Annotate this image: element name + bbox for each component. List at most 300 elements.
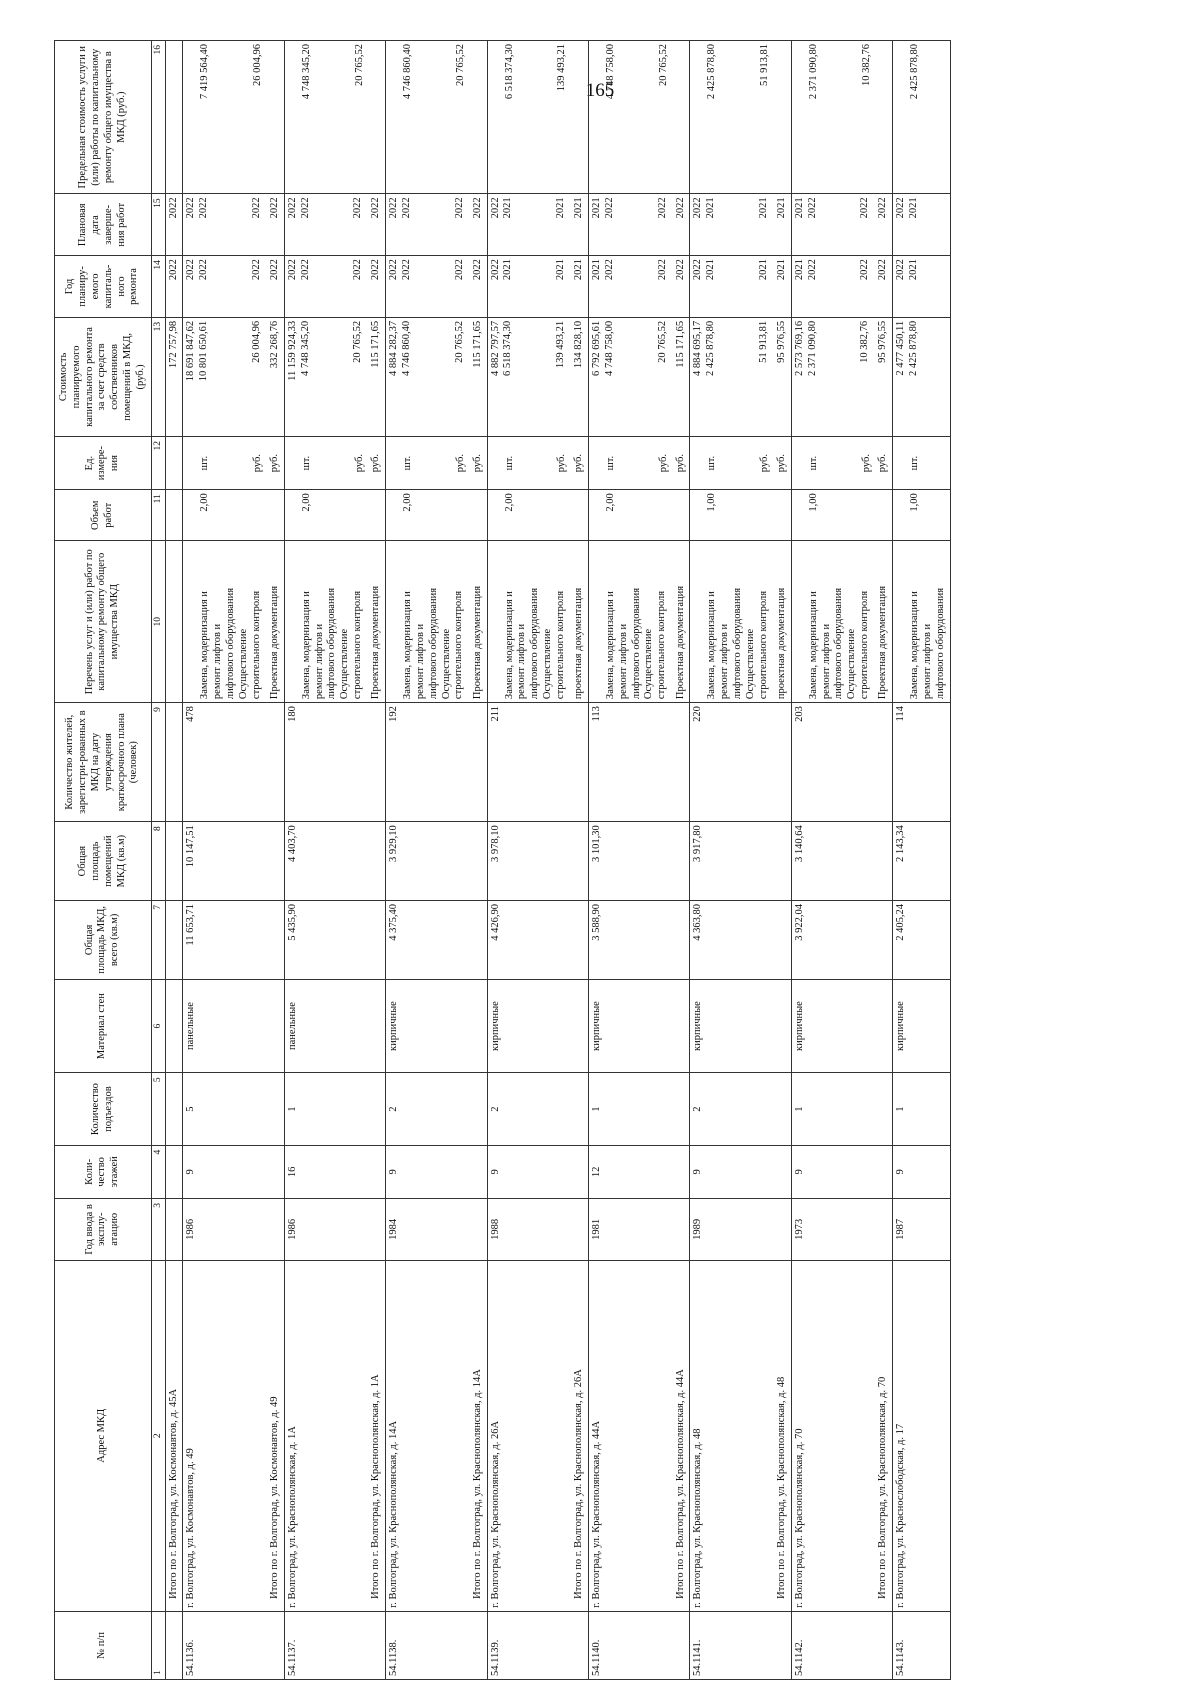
- table-cell: [368, 703, 385, 822]
- date-value: 2021: [555, 197, 567, 219]
- text-line: ремонт лифтов и: [313, 623, 325, 700]
- floors: 9: [791, 1145, 875, 1198]
- date-value: 2022: [489, 197, 501, 219]
- table-body: [165, 41, 950, 1680]
- table-cell: [165, 979, 183, 1073]
- residents: 114: [893, 703, 950, 822]
- table-cell: [875, 979, 892, 1073]
- cost: 95 976,55: [875, 317, 892, 436]
- table-cell: [470, 979, 487, 1073]
- table-cell: [368, 979, 385, 1073]
- work-name: проектная документация: [774, 541, 791, 703]
- table-cell: [267, 1611, 284, 1679]
- table-cell: [165, 41, 183, 194]
- cost-value: 11 159 924,33: [286, 320, 298, 381]
- table-cell: [368, 822, 385, 901]
- floors: 9: [690, 1145, 774, 1198]
- text-line: Осуществление: [440, 628, 452, 700]
- cost: 172 757,98: [165, 317, 183, 436]
- column-number: 3: [151, 1198, 165, 1260]
- plan-year: [893, 256, 950, 318]
- cost-value: 2 477 450,11: [895, 320, 907, 376]
- header-cell: Предельная стоимость услуги и (или) работы по капитальному ремонту общего имущества в МКД (руб.): [55, 41, 152, 194]
- cost-value: 20 765,52: [352, 320, 364, 363]
- residents: 478: [183, 703, 267, 822]
- column-number: 8: [151, 822, 165, 901]
- column-number: 2: [151, 1260, 165, 1611]
- text-line: строительного контроля: [656, 590, 668, 700]
- area-rooms: 2 143,34: [893, 822, 950, 901]
- work-name: [165, 541, 183, 703]
- table-cell: [267, 703, 284, 822]
- date-value: 2021: [705, 197, 717, 219]
- unit-value: шт.: [503, 455, 515, 471]
- wall-material: кирпичные: [588, 979, 672, 1073]
- unit: [690, 437, 774, 490]
- commission-year: 1984: [386, 1198, 470, 1260]
- limit-value: 2 425 878,80: [706, 44, 718, 100]
- work-name: Проектная документация: [673, 541, 690, 703]
- plan-date: [893, 194, 950, 256]
- year-value: 2022: [806, 259, 818, 281]
- total-label: Итого по г. Волгоград, ул. Краснополянская, д. 14А: [470, 1260, 487, 1611]
- work-list: [183, 541, 267, 703]
- unit: [791, 437, 875, 490]
- area-total: 3 588,90: [588, 901, 672, 980]
- unit-value: шт.: [199, 455, 211, 471]
- date-value: 2022: [286, 197, 298, 219]
- table-cell: [875, 490, 892, 541]
- header-cell: Коли-чество этажей: [55, 1145, 152, 1198]
- plan-year: [791, 256, 875, 318]
- unit: руб.: [774, 437, 791, 490]
- limit-value: 20 765,52: [454, 44, 466, 86]
- residents: 180: [284, 703, 368, 822]
- building-row: [183, 41, 267, 1680]
- year-value: 2022: [859, 259, 871, 281]
- header-cell: Количество подъездов: [55, 1073, 152, 1145]
- floors: 9: [893, 1145, 950, 1198]
- plan-year: [284, 256, 368, 318]
- table-cell: [267, 1073, 284, 1145]
- table-cell: [571, 822, 588, 901]
- volume-value: 2,00: [604, 493, 616, 512]
- work-list: [791, 541, 875, 703]
- table-cell: [470, 490, 487, 541]
- unit-value: шт.: [402, 455, 414, 471]
- date-value: 2022: [185, 197, 197, 219]
- date-value: 2021: [502, 197, 514, 219]
- row-number: 54.1142.: [791, 1611, 875, 1679]
- date-value: 2022: [806, 197, 818, 219]
- volume: [284, 490, 368, 541]
- table-cell: [470, 822, 487, 901]
- unit: руб.: [368, 437, 385, 490]
- text-line: Замена, модернизация и: [807, 591, 819, 700]
- table-cell: [571, 490, 588, 541]
- cost-value: 4 748 345,20: [299, 320, 311, 376]
- text-line: Осуществление: [339, 628, 351, 700]
- total-row: [470, 41, 487, 1680]
- total-label: Итого по г. Волгоград, ул. Краснополянская, д. 44А: [673, 1260, 690, 1611]
- table-cell: [368, 1145, 385, 1198]
- area-rooms: 3 978,10: [487, 822, 571, 901]
- limit-value: 51 913,81: [759, 44, 771, 86]
- table-cell: [267, 41, 284, 194]
- cost: [893, 317, 950, 436]
- entrances: 1: [791, 1073, 875, 1145]
- text-line: ремонт лифтов и: [516, 623, 528, 700]
- text-line: строительного контроля: [858, 590, 870, 700]
- table-cell: [267, 1198, 284, 1260]
- unit: [183, 437, 267, 490]
- commission-year: 1986: [183, 1198, 267, 1260]
- table-cell: [571, 1145, 588, 1198]
- cost-value: 20 765,52: [453, 320, 465, 363]
- date-value: 2022: [250, 197, 262, 219]
- entrances: 2: [690, 1073, 774, 1145]
- text-line: лифтового оборудования: [224, 587, 236, 700]
- area-total: 4 375,40: [386, 901, 470, 980]
- plan-date: [690, 194, 774, 256]
- text-line: лифтового оборудования: [427, 587, 439, 700]
- limit-value: 6 518 374,30: [503, 44, 515, 100]
- text-line: Осуществление: [541, 628, 553, 700]
- commission-year: 1973: [791, 1198, 875, 1260]
- floors: 12: [588, 1145, 672, 1198]
- area-rooms: 3 140,64: [791, 822, 875, 901]
- building-row: [690, 41, 774, 1680]
- column-number: 1: [151, 1611, 165, 1679]
- table-cell: [267, 822, 284, 901]
- unit: [165, 437, 183, 490]
- plan-date: [386, 194, 470, 256]
- date-value: 2022: [656, 197, 668, 219]
- table-cell: [470, 1611, 487, 1679]
- column-number: 10: [151, 541, 165, 703]
- address: г. Волгоград, ул. Краснополянская, д. 26А: [487, 1260, 571, 1611]
- total-label: Итого по г. Волгоград, ул. Космонавтов, д. 49: [267, 1260, 284, 1611]
- cost-value: 4 884 282,37: [388, 320, 400, 376]
- volume: [690, 490, 774, 541]
- year-value: 2022: [489, 259, 501, 281]
- wall-material: кирпичные: [893, 979, 950, 1073]
- work-name: проектная документация: [571, 541, 588, 703]
- cost-value: 4 884 695,17: [692, 320, 704, 376]
- limit-value: 4 748 345,20: [300, 44, 312, 100]
- header-cell: Перечень услуг и (или) работ по капитальному ремонту общего имущества МКД: [55, 541, 152, 703]
- plan-year: 2022: [368, 256, 385, 318]
- limit-cost: [386, 41, 470, 194]
- cost-value: 6 792 695,61: [590, 320, 602, 376]
- text-line: лифтового оборудования: [934, 587, 946, 700]
- plan-date: 2022: [673, 194, 690, 256]
- table-cell: [165, 1073, 183, 1145]
- row-number: 54.1138.: [386, 1611, 470, 1679]
- text-line: ремонт лифтов и: [921, 623, 933, 700]
- table-cell: [470, 1145, 487, 1198]
- building-row: [284, 41, 368, 1680]
- cost-value: 2 425 878,80: [705, 320, 717, 376]
- cost: 332 268,76: [267, 317, 284, 436]
- unit-value: руб.: [556, 454, 568, 473]
- text-line: лифтового оборудования: [630, 587, 642, 700]
- text-line: строительного контроля: [554, 590, 566, 700]
- limit-value: 2 371 090,80: [807, 44, 819, 100]
- cost: [386, 317, 470, 436]
- work-list: [893, 541, 950, 703]
- plan-year: [183, 256, 267, 318]
- total-label: Итого по г. Волгоград, ул. Краснополянская, д. 48: [774, 1260, 791, 1611]
- cost-value: 18 691 847,62: [185, 320, 197, 382]
- cost-value: 139 493,21: [555, 320, 567, 369]
- entrances: 5: [183, 1073, 267, 1145]
- row-number: 54.1143.: [893, 1611, 950, 1679]
- year-value: 2022: [198, 259, 210, 281]
- text-line: лифтового оборудования: [833, 587, 845, 700]
- text-line: Осуществление: [744, 628, 756, 700]
- header-row: [55, 41, 152, 1680]
- limit-value: 4 748 758,00: [604, 44, 616, 100]
- area-rooms: 3 929,10: [386, 822, 470, 901]
- year-value: 2022: [185, 259, 197, 281]
- date-value: 2022: [895, 197, 907, 219]
- volume-value: 1,00: [706, 493, 718, 512]
- table-cell: [165, 1198, 183, 1260]
- plan-year: 2021: [774, 256, 791, 318]
- table-cell: [267, 901, 284, 980]
- date-value: 2022: [352, 197, 364, 219]
- plan-year: 2022: [470, 256, 487, 318]
- limit-value: 2 425 878,80: [909, 44, 921, 100]
- text-line: Замена, модернизация и: [402, 591, 414, 700]
- year-value: 2022: [250, 259, 262, 281]
- total-row: [267, 41, 284, 1680]
- table-cell: [165, 703, 183, 822]
- commission-year: 1981: [588, 1198, 672, 1260]
- volume: [183, 490, 267, 541]
- unit: руб.: [470, 437, 487, 490]
- date-value: 2021: [907, 197, 919, 219]
- header-cell: Общая площадь МКД, всего (кв.м): [55, 901, 152, 980]
- cost-value: 26 004,96: [250, 320, 262, 363]
- unit-value: шт.: [604, 455, 616, 471]
- plan-year: 2022: [267, 256, 284, 318]
- table-cell: [571, 979, 588, 1073]
- table-cell: [165, 1611, 183, 1679]
- date-value: 2022: [453, 197, 465, 219]
- cost-value: 4 748 758,00: [603, 320, 615, 376]
- limit-value: 26 004,96: [252, 44, 264, 86]
- address: г. Волгоград, ул. Краснополянская, д. 48: [690, 1260, 774, 1611]
- floors: 16: [284, 1145, 368, 1198]
- header-cell: Объем работ: [55, 490, 152, 541]
- table-cell: [774, 979, 791, 1073]
- table-cell: [774, 41, 791, 194]
- row-number: 54.1139.: [487, 1611, 571, 1679]
- unit: [386, 437, 470, 490]
- year-value: 2022: [388, 259, 400, 281]
- limit-value: 139 493,21: [556, 44, 568, 92]
- table-cell: [571, 703, 588, 822]
- unit-value: руб.: [454, 454, 466, 473]
- date-value: 2021: [590, 197, 602, 219]
- cost-value: 20 765,52: [656, 320, 668, 363]
- floors: 9: [487, 1145, 571, 1198]
- cost-value: 2 425 878,80: [907, 320, 919, 376]
- table-cell: [571, 1611, 588, 1679]
- year-value: 2022: [603, 259, 615, 281]
- limit-value: 10 382,76: [860, 44, 872, 86]
- text-line: ремонт лифтов и: [719, 623, 731, 700]
- text-line: Замена, модернизация и: [503, 591, 515, 700]
- header-cell: Количество жителей, зарегистри-рованных в МКД на дату утверждения краткосрочного плана (человек): [55, 703, 152, 822]
- volume-value: 2,00: [402, 493, 414, 512]
- limit-cost: [893, 41, 950, 194]
- plan-date: 2021: [774, 194, 791, 256]
- cost: [690, 317, 774, 436]
- work-list: [588, 541, 672, 703]
- unit-value: шт.: [300, 455, 312, 471]
- year-value: 2021: [555, 259, 567, 281]
- total-row: [165, 41, 183, 1680]
- table-cell: [774, 1145, 791, 1198]
- plan-date: 2022: [875, 194, 892, 256]
- entrances: 1: [284, 1073, 368, 1145]
- text-line: ремонт лифтов и: [617, 623, 629, 700]
- limit-value: 7 419 564,40: [199, 44, 211, 100]
- table-cell: [673, 1198, 690, 1260]
- table-cell: [774, 703, 791, 822]
- area-total: 5 435,90: [284, 901, 368, 980]
- year-value: 2022: [453, 259, 465, 281]
- text-line: строительного контроля: [351, 590, 363, 700]
- page-number: 165: [585, 80, 615, 101]
- cost: [588, 317, 672, 436]
- area-rooms: 10 147,51: [183, 822, 267, 901]
- table-cell: [673, 901, 690, 980]
- column-number: 16: [151, 41, 165, 194]
- plan-year: 2021: [571, 256, 588, 318]
- volume: [588, 490, 672, 541]
- area-rooms: 3 101,30: [588, 822, 672, 901]
- work-name: Проектная документация: [267, 541, 284, 703]
- date-value: 2022: [692, 197, 704, 219]
- unit: руб.: [571, 437, 588, 490]
- building-row: [791, 41, 875, 1680]
- table-cell: [673, 41, 690, 194]
- column-number-row: [151, 41, 165, 1680]
- plan-date: 2022: [368, 194, 385, 256]
- limit-cost: [183, 41, 267, 194]
- date-value: 2021: [793, 197, 805, 219]
- building-row: [588, 41, 672, 1680]
- area-total: 4 426,90: [487, 901, 571, 980]
- cost-value: 4 746 860,40: [400, 320, 412, 376]
- cost-value: 10 801 650,61: [198, 320, 210, 382]
- header-cell: Материал стен: [55, 979, 152, 1073]
- residents: 203: [791, 703, 875, 822]
- address: г. Волгоград, ул. Краснослободская, д. 17: [893, 1260, 950, 1611]
- volume-value: 2,00: [503, 493, 515, 512]
- row-number: 54.1137.: [284, 1611, 368, 1679]
- address: г. Волгоград, ул. Космонавтов, д. 49: [183, 1260, 267, 1611]
- wall-material: кирпичные: [791, 979, 875, 1073]
- residents: 220: [690, 703, 774, 822]
- table-cell: [875, 41, 892, 194]
- row-number: 54.1140.: [588, 1611, 672, 1679]
- column-number: 15: [151, 194, 165, 256]
- text-line: Замена, модернизация и: [604, 591, 616, 700]
- limit-cost: [690, 41, 774, 194]
- text-line: Осуществление: [846, 628, 858, 700]
- table-cell: [368, 1611, 385, 1679]
- table-cell: [267, 1145, 284, 1198]
- table-cell: [571, 41, 588, 194]
- unit-value: руб.: [759, 454, 771, 473]
- table-cell: [673, 1145, 690, 1198]
- year-value: 2022: [895, 259, 907, 281]
- year-value: 2022: [692, 259, 704, 281]
- entrances: 2: [386, 1073, 470, 1145]
- residents: 192: [386, 703, 470, 822]
- cost-value: 2 371 090,80: [806, 320, 818, 376]
- header-cell: Год ввода в эксплу-атацию: [55, 1198, 152, 1260]
- column-number: 13: [151, 317, 165, 436]
- table-cell: [875, 1073, 892, 1145]
- column-number: 4: [151, 1145, 165, 1198]
- header-cell: Год планиру-емого капиталь-ного ремонта: [55, 256, 152, 318]
- date-value: 2022: [388, 197, 400, 219]
- text-line: Замена, модернизация и: [300, 591, 312, 700]
- unit: [284, 437, 368, 490]
- work-list: [284, 541, 368, 703]
- work-name: Проектная документация: [470, 541, 487, 703]
- wall-material: кирпичные: [690, 979, 774, 1073]
- column-number: 14: [151, 256, 165, 318]
- table-cell: [368, 1198, 385, 1260]
- table-cell: [368, 1073, 385, 1145]
- plan-date: [284, 194, 368, 256]
- text-line: лифтового оборудования: [731, 587, 743, 700]
- total-row: [774, 41, 791, 1680]
- table-cell: [470, 703, 487, 822]
- year-value: 2021: [757, 259, 769, 281]
- unit-value: шт.: [909, 455, 921, 471]
- cost: [791, 317, 875, 436]
- address: г. Волгоград, ул. Краснополянская, д. 44А: [588, 1260, 672, 1611]
- volume: [386, 490, 470, 541]
- table-cell: [165, 1145, 183, 1198]
- cost: [284, 317, 368, 436]
- cost-value: 4 882 797,57: [489, 320, 501, 376]
- total-row: [368, 41, 385, 1680]
- table-cell: [165, 822, 183, 901]
- work-list: [386, 541, 470, 703]
- table-cell: [673, 822, 690, 901]
- plan-year: [588, 256, 672, 318]
- year-value: 2021: [793, 259, 805, 281]
- area-total: 2 405,24: [893, 901, 950, 980]
- column-number: 5: [151, 1073, 165, 1145]
- table-cell: [673, 1611, 690, 1679]
- commission-year: 1989: [690, 1198, 774, 1260]
- cost: 115 171,65: [673, 317, 690, 436]
- capital-repair-table: [54, 40, 951, 1680]
- date-value: 2022: [859, 197, 871, 219]
- address: г. Волгоград, ул. Краснополянская, д. 70: [791, 1260, 875, 1611]
- table-cell: [165, 490, 183, 541]
